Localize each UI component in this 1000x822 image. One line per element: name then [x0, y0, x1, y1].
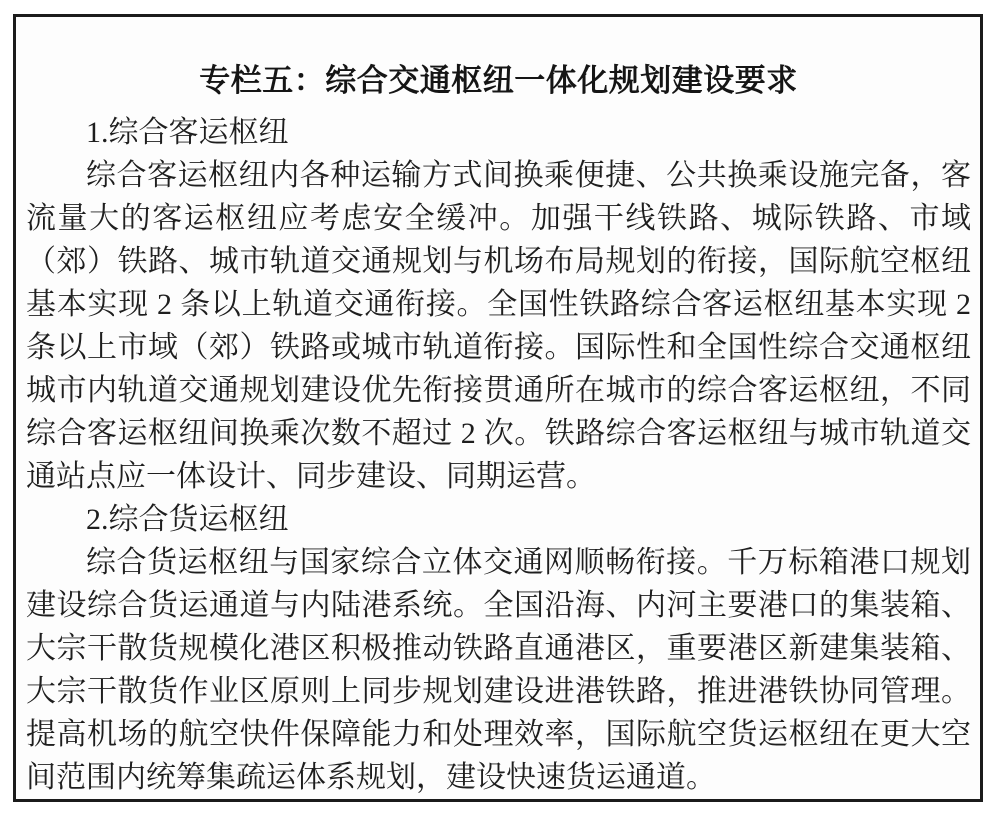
section-2-line: 大宗干散货作业区原则上同步规划建设进港铁路，推进港铁协同管理。 [26, 675, 971, 708]
section-1-heading: 1.综合客运枢纽 [86, 116, 289, 149]
section-1-line: 流量大的客运枢纽应考虑安全缓冲。加强干线铁路、城际铁路、市域 [26, 202, 971, 235]
section-1-line: 综合客运枢纽内各种运输方式间换乘便捷、公共换乘设施完备，客 [86, 159, 971, 192]
callout-box [13, 14, 983, 802]
section-1-line: 基本实现 2 条以上轨道交通衔接。全国性铁路综合客运枢纽基本实现 2 [26, 288, 971, 321]
section-2-line: 提高机场的航空快件保障能力和处理效率，国际航空货运枢纽在更大空 [26, 718, 971, 751]
section-1-line: 条以上市域（郊）铁路或城市轨道衔接。国际性和全国性综合交通枢纽 [26, 331, 971, 364]
section-1-line: 通站点应一体设计、同步建设、同期运营。 [26, 460, 596, 493]
section-1-line: 城市内轨道交通规划建设优先衔接贯通所在城市的综合客运枢纽，不同 [26, 374, 971, 407]
section-1-line: （郊）铁路、城市轨道交通规划与机场布局规划的衔接，国际航空枢纽 [26, 245, 971, 278]
panel-content [26, 111, 971, 799]
section-1-line: 综合客运枢纽间换乘次数不超过 2 次。铁路综合客运枢纽与城市轨道交 [26, 417, 971, 450]
section-2-heading: 2.综合货运枢纽 [86, 503, 289, 536]
section-2-line: 综合货运枢纽与国家综合立体交通网顺畅衔接。千万标箱港口规划 [86, 546, 971, 579]
section-2-line: 大宗干散货规模化港区积极推动铁路直通港区，重要港区新建集装箱、 [26, 632, 971, 665]
panel-title: 专栏五：综合交通枢纽一体化规划建设要求 [199, 63, 798, 98]
section-2-line: 间范围内统筹集疏运体系规划，建设快速货运通道。 [26, 761, 716, 794]
section-2-line: 建设综合货运通道与内陆港系统。全国沿海、内河主要港口的集装箱、 [26, 589, 971, 622]
